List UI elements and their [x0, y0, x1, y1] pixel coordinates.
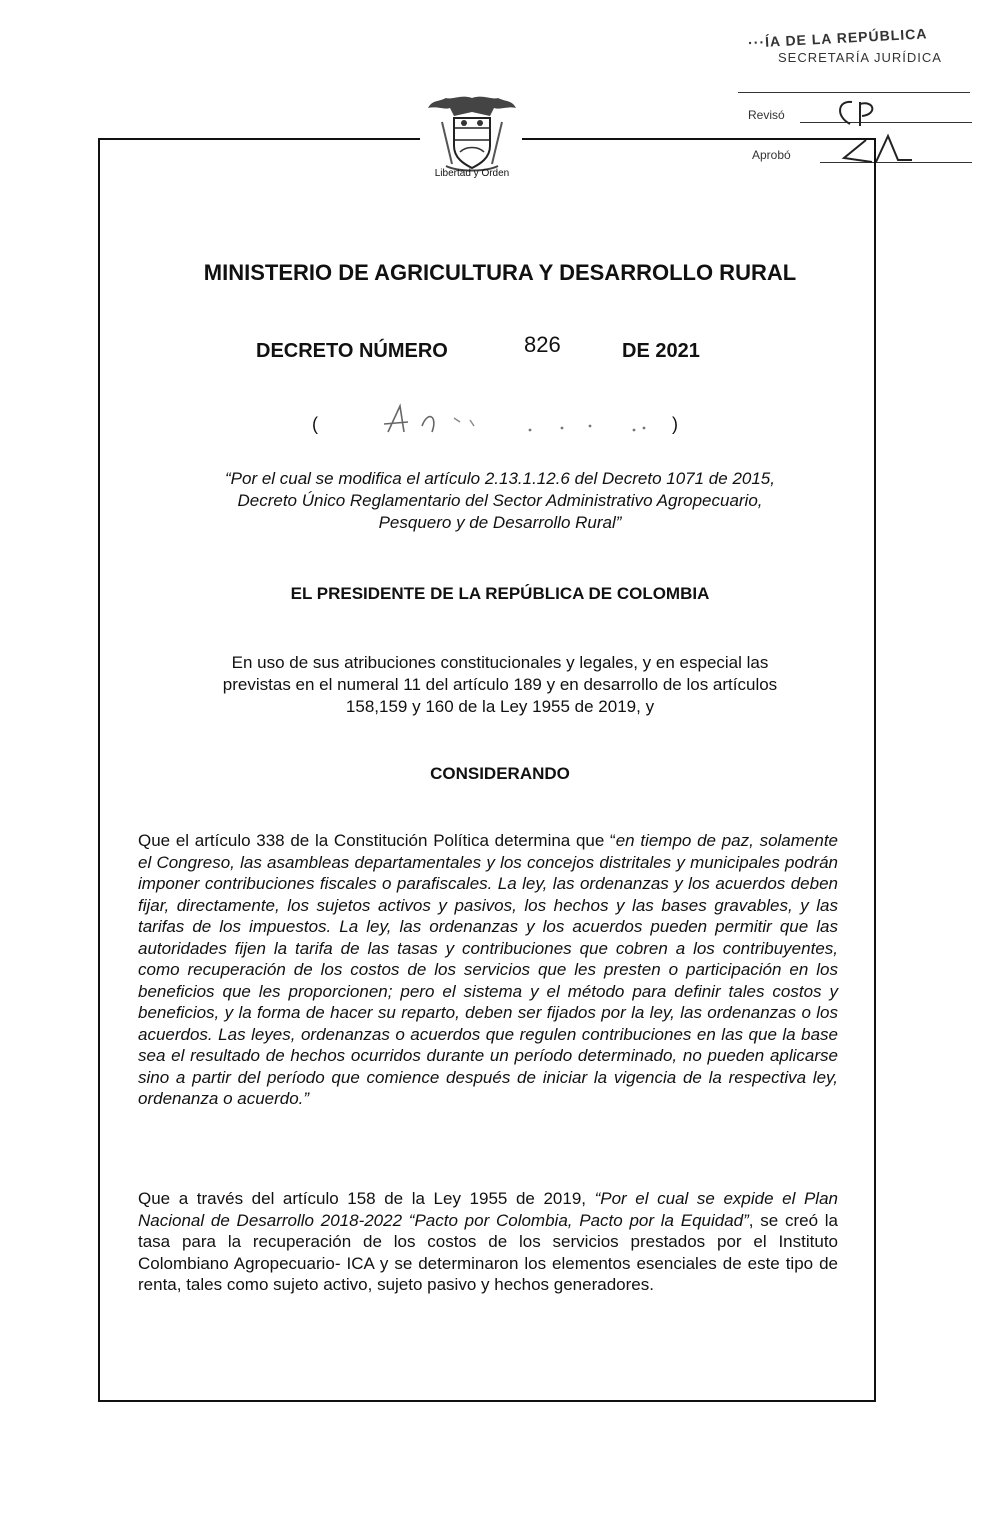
attributions-line-3: 158,159 y 160 de la Ley 1955 de 2019, y [345, 697, 655, 716]
subtitle-line-3: Pesquero y de Desarrollo Rural” [378, 513, 622, 532]
considerando-paragraph-1 [138, 830, 838, 1110]
decree-label: DECRETO NÚMERO [256, 340, 448, 362]
paragraph-2-lead: Que a través del artículo 158 de la Ley 1955 de 2019, [138, 1189, 595, 1208]
stamp-presidency-text: ···ÍA DE LA REPÚBLICA [747, 25, 928, 51]
decree-year: DE 2021 [622, 340, 700, 362]
subtitle-line-1: “Por el cual se modifica el artículo 2.13.1.12.6 del Decreto 1071 de 2015, [224, 469, 775, 488]
attributions-text [0, 652, 1000, 718]
attributions-line-2: previstas en el numeral 11 del artículo 189 y en desarrollo de los artículos [222, 675, 778, 694]
ministry-title: MINISTERIO DE AGRICULTURA Y DESARROLLO RURAL [203, 260, 797, 285]
decree-subtitle [0, 468, 1000, 534]
paragraph-2-rest: , se creó la tasa para la recuperación de los costos de los servicios prestados por el Instituto Colombiano Agropecuario- ICA y se determinaron los elementos esenciales de este tipo de renta, tales como sujeto activo, sujeto pasivo y hechos generadores. [138, 1210, 838, 1294]
reviso-initials-signature [830, 96, 890, 132]
reviso-label: Revisó [748, 108, 785, 122]
date-paren-close: ) [672, 414, 678, 434]
subtitle-line-2: Decreto Único Reglamentario del Sector Administrativo Agropecuario, [237, 491, 763, 510]
paragraph-1-quote: en tiempo de paz, solamente el Congreso, las asambleas departamentales y los concejos distritales y municipales podrán imponer contribuciones fiscales o parafiscales. La ley, las ordenanzas y los acuerdos deben fijar, directamente, los sujetos activos y pasivos, los hechos y las bases gravables, y las tarifas de los impuestos. La ley, las ordenanzas y los acuerdos pueden permitir que las autoridades fijen la tarifa de las tasas y contribuciones que cobren a los contribuyentes, como recuperación de los costos de los servicios que les presten o participación en los beneficios que les proporcionen; pero el sistema y el método para definir tales costos y beneficios, y la forma de hacer su reparto, deben ser fijados por la ley, las ordenanzas o los acuerdos. Las leyes, ordenanzas o acuerdos que regulen contribuciones en las que la base sea el resultado de hechos ocurridos durante un período determinado, no pueden aplicarse sino a partir del período que comience después de iniciar la vigencia de la respectiva ley, ordenanza o acuerdo.” [138, 831, 838, 1108]
aprobo-label: Aprobó [752, 148, 791, 162]
decree-number: 826 [524, 332, 561, 357]
paragraph-2-quote: “Por el cual se expide el Plan Nacional de Desarrollo 2018-2022 “Pacto por Colombia, Pacto por la Equidad” [138, 1189, 838, 1230]
stamp-divider [738, 92, 970, 93]
paragraph-1-lead: Que el artículo 338 de la Constitución Política determina que “ [138, 831, 616, 850]
president-heading: EL PRESIDENTE DE LA REPÚBLICA DE COLOMBIA [290, 584, 710, 603]
seal-motto: Libertad y Orden [434, 168, 510, 179]
considerando-heading: CONSIDERANDO [430, 764, 570, 783]
date-handwriting [380, 396, 670, 442]
attributions-line-1: En uso de sus atribuciones constitucionales y legales, y en especial las [231, 653, 769, 672]
date-paren-open: ( [312, 414, 318, 434]
considerando-paragraph-2 [138, 1188, 838, 1296]
stamp-secretaria-juridica: SECRETARÍA JURÍDICA [778, 50, 942, 65]
